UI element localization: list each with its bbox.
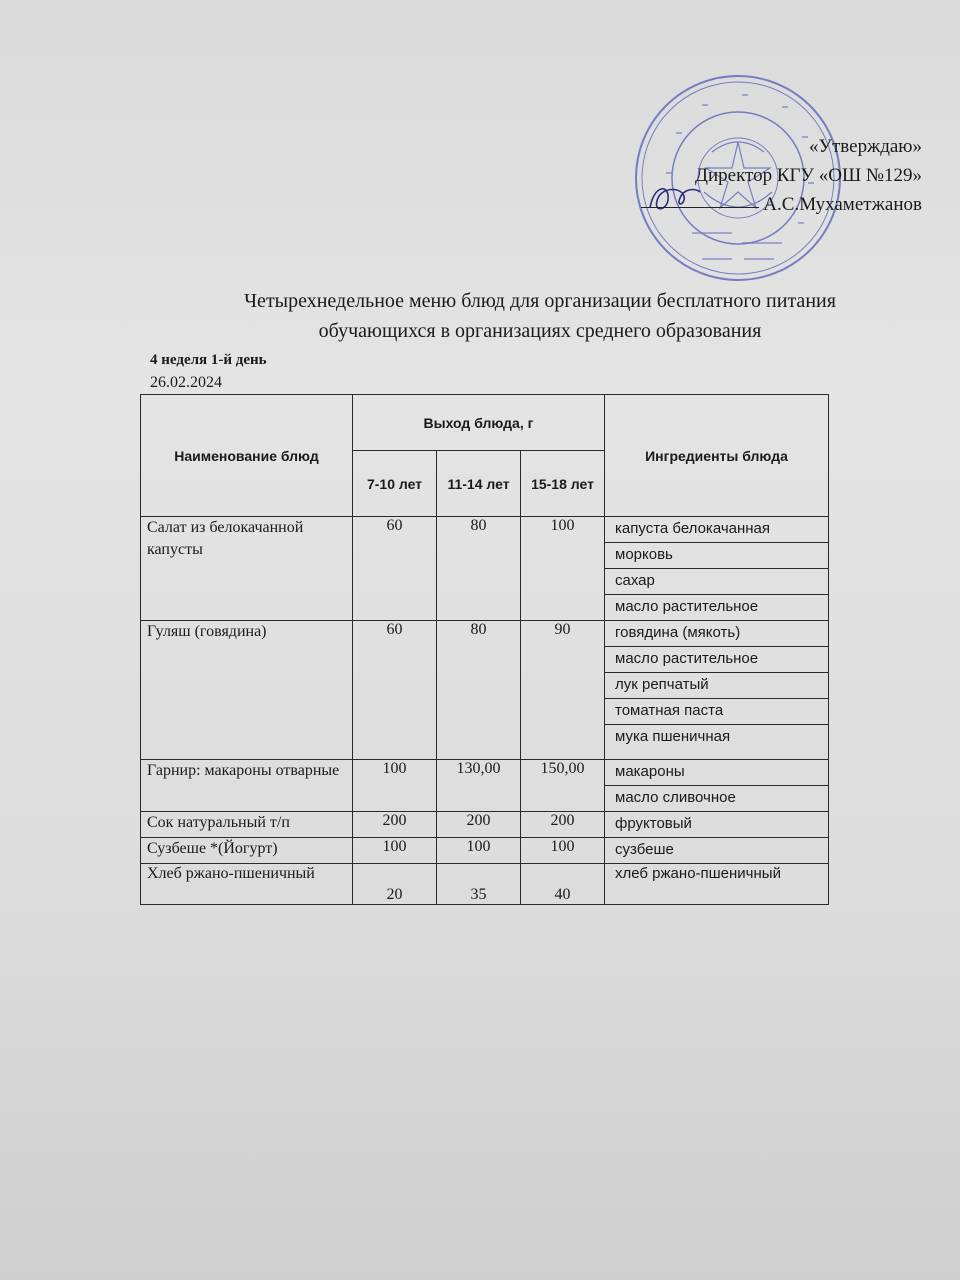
dish-output-11-14: 130,00: [437, 760, 521, 812]
header-age-7-10: 7-10 лет: [353, 451, 437, 517]
dish-output-11-14: 200: [437, 812, 521, 838]
approval-signature-line: [641, 190, 922, 219]
ingredient-cell: масло растительное: [605, 647, 829, 673]
dish-name: Салат из белокачанной капусты: [141, 517, 353, 621]
dish-output-11-14: 80: [437, 517, 521, 621]
dish-output-11-14: 80: [437, 621, 521, 760]
dish-name: Сок натуральный т/п: [141, 812, 353, 838]
dish-output-7-10: 60: [353, 517, 437, 621]
ingredient-cell: говядина (мякоть): [605, 621, 829, 647]
ingredient-cell: фруктовый: [605, 812, 829, 838]
week-day-label: 4 неделя 1-й день: [150, 352, 267, 368]
ingredient-cell: томатная паста: [605, 699, 829, 725]
dish-output-7-10: 60: [353, 621, 437, 760]
dish-name: Сузбеше *(Йогурт): [141, 838, 353, 864]
dish-output-11-14: 35: [437, 864, 521, 905]
approval-director-title: Директор КГУ «ОШ №129»: [695, 165, 922, 186]
dish-output-15-18: 40: [521, 864, 605, 905]
header-age-11-14: 11-14 лет: [437, 451, 521, 517]
ingredient-cell: сузбеше: [605, 838, 829, 864]
table-row: [141, 838, 829, 864]
dish-output-11-14: 100: [437, 838, 521, 864]
table-header-row: [141, 395, 829, 451]
ingredient-cell: макароны: [605, 760, 829, 786]
header-dish-name: Наименование блюд: [141, 395, 353, 517]
dish-name: Гарнир: макароны отварные: [141, 760, 353, 812]
dish-output-15-18: 100: [521, 838, 605, 864]
table-row: [141, 812, 829, 838]
ingredient-cell: масло сливочное: [605, 786, 829, 812]
menu-date: 26.02.2024: [150, 374, 222, 391]
dish-name: Хлеб ржано-пшеничный: [141, 864, 353, 905]
document-title: [150, 286, 930, 346]
dish-output-15-18: 150,00: [521, 760, 605, 812]
dish-output-7-10: 100: [353, 760, 437, 812]
header-age-15-18: 15-18 лет: [521, 451, 605, 517]
title-line-2: обучающихся в организациях среднего образования: [318, 320, 762, 342]
ingredient-cell: лук репчатый: [605, 673, 829, 699]
ingredient-cell: хлеб ржано-пшеничный: [605, 864, 829, 905]
dish-output-15-18: 200: [521, 812, 605, 838]
table-row: [141, 760, 829, 786]
table-row: [141, 517, 829, 543]
dish-output-7-10: 100: [353, 838, 437, 864]
dish-output-7-10: 20: [353, 864, 437, 905]
ingredient-cell: морковь: [605, 543, 829, 569]
approval-director-name: А.С.Мухаметжанов: [763, 194, 922, 215]
ingredient-cell: капуста белокачанная: [605, 517, 829, 543]
dish-output-15-18: 90: [521, 621, 605, 760]
ingredient-cell: масло растительное: [605, 595, 829, 621]
dish-output-7-10: 200: [353, 812, 437, 838]
menu-table: [140, 394, 829, 905]
signature-underline: [641, 207, 759, 208]
dish-name: Гуляш (говядина): [141, 621, 353, 760]
approval-heading: «Утверждаю»: [809, 136, 922, 157]
table-row: [141, 621, 829, 647]
table-row: [141, 864, 829, 905]
header-output: Выход блюда, г: [353, 395, 605, 451]
header-ingredients: Ингредиенты блюда: [605, 395, 829, 517]
approval-block: [641, 132, 922, 219]
ingredient-cell: сахар: [605, 569, 829, 595]
ingredient-cell: мука пшеничная: [605, 725, 829, 760]
title-line-1: Четырехнедельное меню блюд для организации бесплатного питания: [244, 290, 836, 312]
dish-output-15-18: 100: [521, 517, 605, 621]
